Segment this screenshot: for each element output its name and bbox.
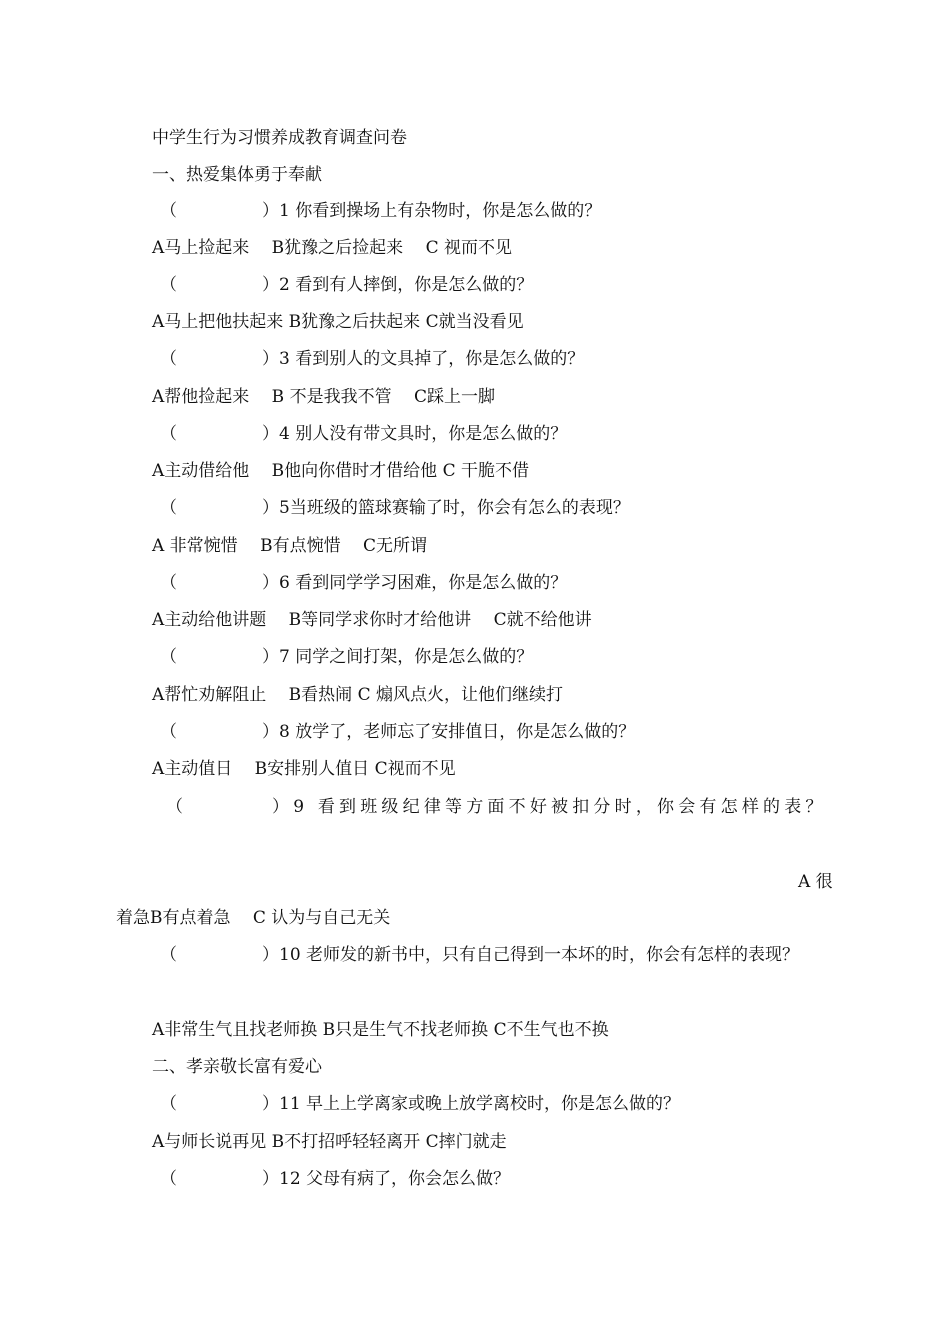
- question-10-options: A非常生气且找老师换 B只是生气不找老师换 C不生气也不换: [152, 1020, 609, 1040]
- question-4-prompt: （ ）4 别人没有带文具时，你是怎么做的？: [160, 424, 568, 444]
- question-5-options: A 非常惋惜 B有点惋惜 C无所谓: [152, 536, 427, 556]
- survey-title: 中学生行为习惯养成教育调查问卷: [152, 128, 407, 148]
- question-2-options: A马上把他扶起来 B犹豫之后扶起来 C就当没看见: [152, 312, 524, 332]
- question-3-options: A帮他捡起来 B 不是我我不管 C踩上一脚: [152, 387, 495, 407]
- question-7-options: A帮忙劝解阻止 B看热闹 C 煽风点火，让他们继续打: [152, 685, 563, 705]
- question-6-options: A主动给他讲题 B等同学求你时才给他讲 C就不给他讲: [152, 610, 592, 630]
- question-1-options: A马上捡起来 B犹豫之后捡起来 C 视而不见: [152, 238, 512, 258]
- question-8-options: A主动值日 B安排别人值日 C视而不见: [152, 759, 456, 779]
- section-heading: 一、热爱集体勇于奉献: [152, 165, 322, 185]
- question-9-options-start: A 很: [798, 872, 833, 892]
- question-5-prompt: （ ）5当班级的篮球赛输了时，你会有怎么的表现？: [160, 498, 630, 518]
- question-10-prompt: （ ）10 老师发的新书中，只有自己得到一本坏的时，你会有怎样的表现？: [160, 945, 800, 965]
- question-8-prompt: （ ）8 放学了，老师忘了安排值日，你是怎么做的？: [160, 722, 636, 742]
- question-9-options: 着急B有点着急 C 认为与自己无关: [116, 908, 391, 928]
- question-9-prompt: （ ）9 看到班级纪律等方面不好被扣分时，你会有怎样的表？: [166, 797, 827, 817]
- question-6-prompt: （ ）6 看到同学学习困难，你是怎么做的？: [160, 573, 568, 593]
- question-2-prompt: （ ）2 看到有人摔倒，你是怎么做的？: [160, 275, 534, 295]
- question-1-prompt: （ ）1 你看到操场上有杂物时，你是怎么做的？: [160, 201, 602, 221]
- question-4-options: A主动借给他 B他向你借时才借给他 C 干脆不借: [152, 461, 529, 481]
- question-12-prompt: （ ）12 父母有病了，你会怎么做？: [160, 1169, 511, 1189]
- question-7-prompt: （ ）7 同学之间打架，你是怎么做的？: [160, 647, 534, 667]
- question-11-options: A与师长说再见 B不打招呼轻轻离开 C摔门就走: [152, 1132, 507, 1152]
- section-heading: 二、孝亲敬长富有爱心: [152, 1057, 322, 1077]
- question-3-prompt: （ ）3 看到别人的文具掉了，你是怎么做的？: [160, 349, 585, 369]
- question-11-prompt: （ ）11 早上上学离家或晚上放学离校时，你是怎么做的？: [160, 1094, 681, 1114]
